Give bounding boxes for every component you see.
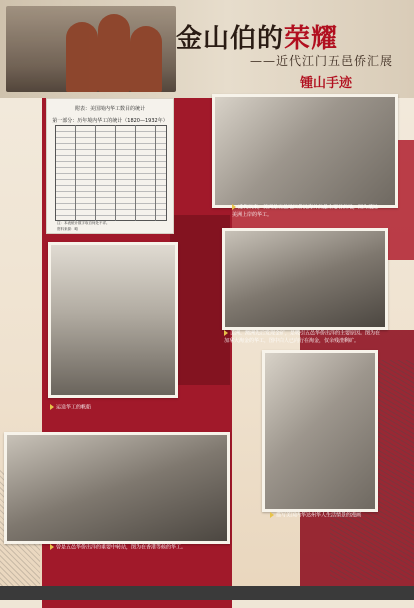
table-col-line xyxy=(75,125,76,221)
triangle-icon xyxy=(232,204,236,210)
photo-hong-kong-workers xyxy=(4,432,230,544)
table-note: 注：本表统计数字取自何处不详。 xyxy=(57,221,110,225)
photo-workers-arrival xyxy=(212,94,398,208)
triangle-icon xyxy=(270,512,274,518)
red-block xyxy=(170,215,230,385)
triangle-icon xyxy=(224,330,228,336)
table-col-line xyxy=(95,125,96,221)
caption-gold-mining: 美洲、澳洲先后发现金矿，是吸引五邑华侨出洋的主要原因。图为在加拿大淘金的华工，图中白人已向行在淘金，仅余残渣剩矿。 xyxy=(224,330,381,344)
table-col-line xyxy=(155,125,156,221)
bottom-bar xyxy=(0,586,414,600)
statue-figure xyxy=(66,22,98,92)
triangle-icon xyxy=(50,404,54,410)
signature: 锺山手迹 xyxy=(300,76,353,91)
statue-figure xyxy=(130,26,162,92)
caption-nevada-cartoon: 描写美国内华达州华人生活情景的漫画 xyxy=(270,512,410,520)
title-prefix: 金山伯的 xyxy=(176,24,285,54)
table-col-line xyxy=(115,125,116,221)
triangle-icon xyxy=(50,544,54,550)
table-grid xyxy=(55,125,167,221)
photo-gold-mining xyxy=(222,228,388,330)
table-title: 附表：美国境内华工数目的统计 xyxy=(74,106,145,112)
table-subtitle: 第一部分：历年境内华工的统计（1820—1932年） xyxy=(52,118,168,124)
page-subtitle: ——近代江门五邑侨汇展 xyxy=(250,54,394,68)
photo-nevada-cartoon xyxy=(262,350,378,512)
statistics-table-image xyxy=(46,98,174,234)
page-title xyxy=(176,18,338,55)
table-note: 资料来源：略 xyxy=(57,227,78,231)
title-accent: 荣耀 xyxy=(284,24,339,54)
table-col-line xyxy=(135,125,136,221)
photo-sailing-ship xyxy=(48,242,178,398)
header-photo xyxy=(6,6,176,92)
caption-hong-kong-workers: 曾是五邑华侨出洋的重要中转站，图为在香港等候的华工。 xyxy=(50,544,230,552)
statue-figure xyxy=(98,14,130,92)
caption-sailing-ship: 运送华工的帆船 xyxy=(50,404,170,412)
caption-arrival: 近代以来，美洲是五邑地区侨民海外的最主要目的地，图为抵达美洲上岸的华工。 xyxy=(232,204,379,218)
